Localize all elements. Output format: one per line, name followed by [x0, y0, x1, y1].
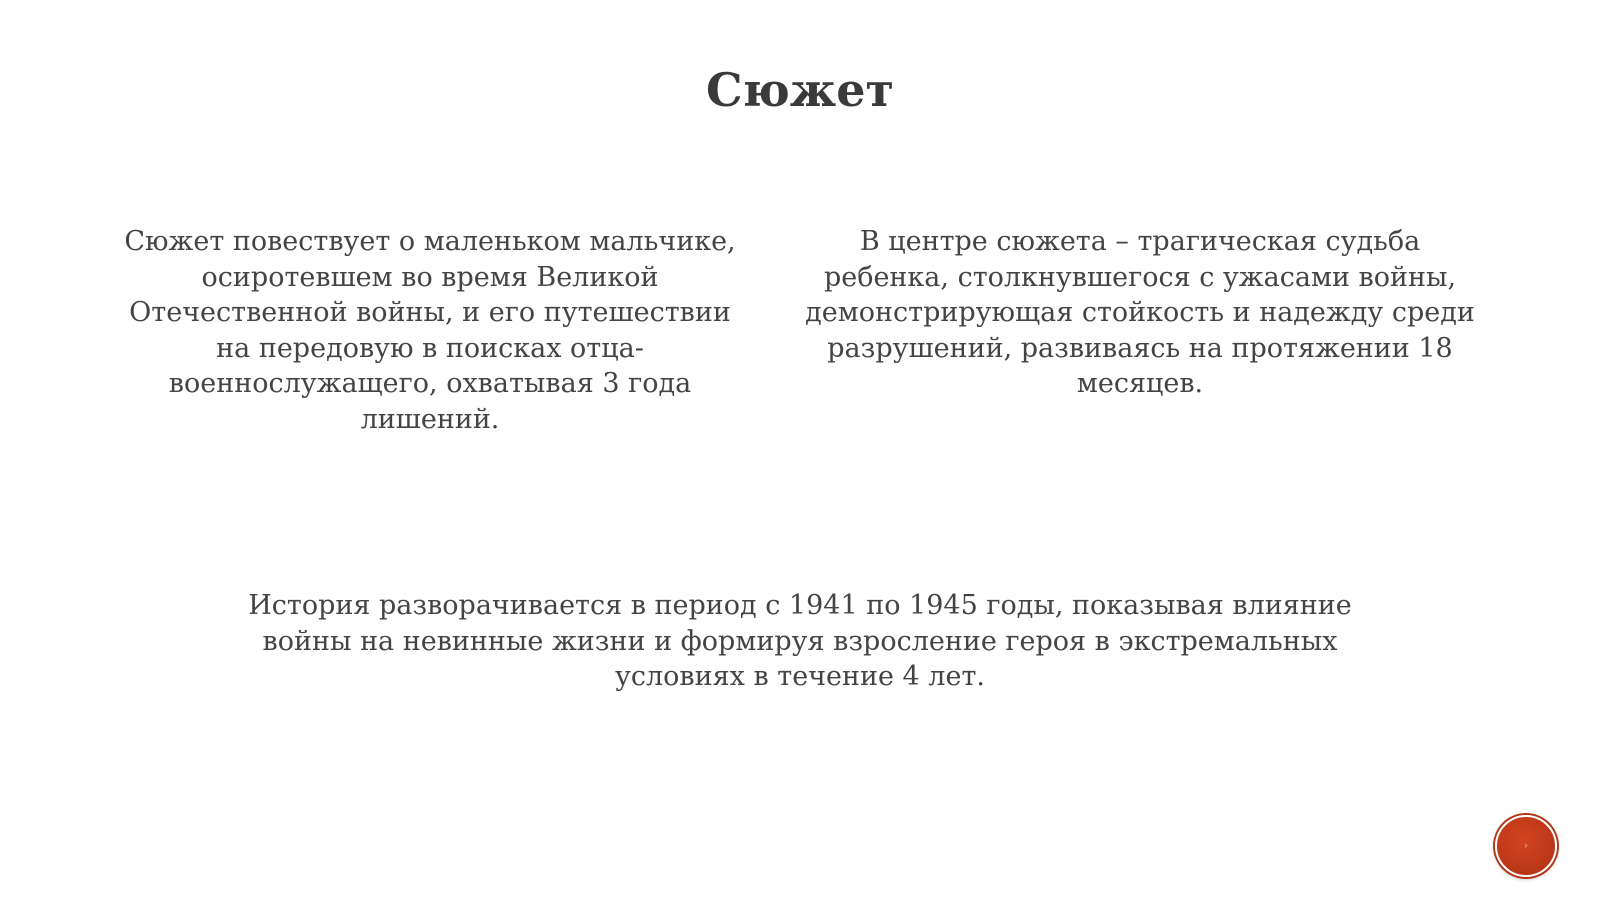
plot-paragraph-right: В центре сюжета – трагическая судьба ребенка, столкнувшегося с ужасами войны, демонстрирующая стойкость и надежду среди разрушений, развиваясь на протяжении 18 месяцев. [805, 226, 1475, 399]
arrow-icon: › [1524, 840, 1528, 852]
slide-title: Сюжет [706, 63, 894, 117]
next-slide-button[interactable] [1495, 815, 1557, 877]
plot-paragraph-left: Сюжет повествует о маленьком мальчике, осиротевшем во время Великой Отечественной войны, и его путешествии на передовую в поисках отца-военнослужащего, охватывая 3 года лишений. [124, 226, 736, 435]
plot-paragraph-bottom: История разворачивается в период с 1941 по 1945 годы, показывая влияние войны на невинные жизни и формируя взросление героя в экстремальных условиях в течение 4 лет. [248, 590, 1352, 692]
